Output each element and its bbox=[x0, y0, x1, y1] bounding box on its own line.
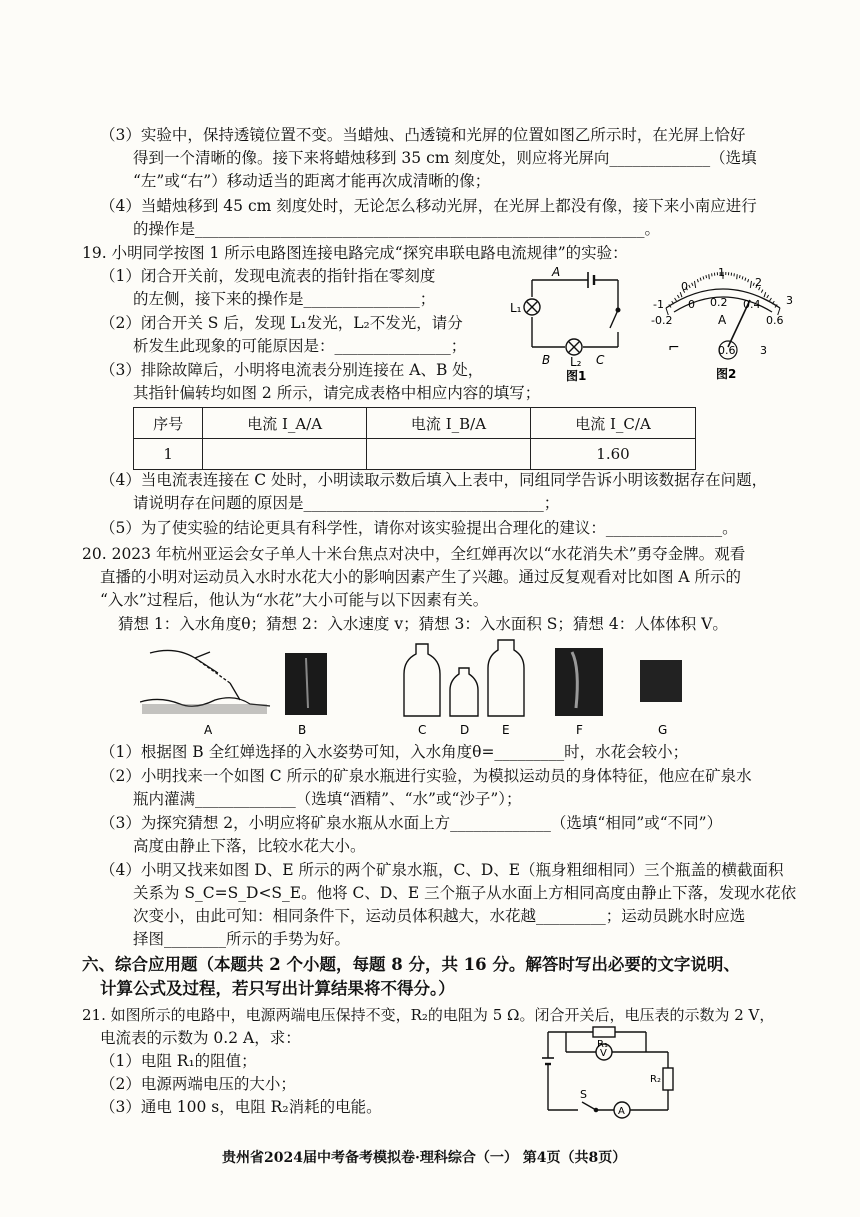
fig1-label-a: A bbox=[552, 265, 561, 279]
q20-part2-line2: 瓶内灌满_____________（选填“酒精”、“水”或“沙子”）； bbox=[133, 790, 522, 808]
q20-figures bbox=[140, 638, 700, 738]
q19-part2-line1: （2）闭合开关 S 后，发现 L₁发光，L₂不发光，请分 bbox=[100, 314, 463, 332]
fig-label-g: G bbox=[658, 723, 668, 737]
q19-current-table bbox=[133, 407, 696, 470]
q21-part3: （3）通电 100 s，电阻 R₂消耗的电能。 bbox=[100, 1098, 382, 1116]
q20-line1: 20. 2023 年杭州亚运会女子单人十米台焦点对决中，全红婵再次以“水花消失术”勇夺金牌。观看 bbox=[82, 545, 746, 563]
q19-part2-line2: 析发生此现象的可能原因是：_______________； bbox=[133, 337, 467, 355]
table-cell-ib bbox=[366, 439, 530, 470]
fig1-label-c: C bbox=[596, 353, 605, 367]
table-row bbox=[134, 439, 696, 470]
fig2-terminal-06: 0.6 bbox=[718, 344, 736, 357]
q19-part1-line1: （1）闭合开关前，发现电流表的指针指在零刻度 bbox=[100, 267, 436, 285]
ammeter-tick bbox=[737, 274, 738, 279]
ammeter-tick bbox=[748, 279, 749, 282]
fig2-bottom-04: 0.4 bbox=[743, 298, 761, 311]
fig2-bottom-0: 0 bbox=[688, 298, 695, 311]
q21-ammeter-label: A bbox=[618, 1106, 625, 1117]
ammeter-tick bbox=[742, 276, 743, 279]
ammeter-tick bbox=[675, 298, 677, 301]
table-header-ib: 电流 I_B/A bbox=[366, 408, 530, 439]
q21-part1: （1）电阻 R₁的阻值； bbox=[100, 1052, 257, 1070]
ammeter-tick bbox=[739, 275, 740, 278]
table-cell-index: 1 bbox=[134, 439, 203, 470]
ammeter-tick bbox=[677, 295, 679, 298]
q21-voltmeter-label: V bbox=[600, 1048, 607, 1059]
ammeter-tick bbox=[689, 285, 690, 288]
q18-part3-line1: （3）实验中，保持透镜位置不变。当蜡烛、凸透镜和光屏的位置如图乙所示时，在光屏上恰好 bbox=[100, 126, 746, 144]
q19-intro: 19. 小明同学按图 1 所示电路图连接电路完成“探究串联电路电流规律”的实验： bbox=[82, 244, 628, 262]
ammeter-tick bbox=[695, 281, 696, 288]
fig2-top-1: 1 bbox=[718, 266, 725, 279]
photo-g bbox=[640, 660, 682, 702]
q21-line2: 电流表的示数为 0.2 A，求： bbox=[100, 1029, 301, 1047]
ammeter-tick bbox=[745, 278, 746, 281]
ammeter-tick bbox=[764, 292, 766, 297]
q20-part2-line1: （2）小明找来一个如图 C 所示的矿泉水瓶进行实验，为模拟运动员的身体特征，他应在矿泉水 bbox=[100, 767, 752, 785]
q21-switch-label: S bbox=[580, 1088, 587, 1101]
q18-part4-line2: 的操作是__________________________________________________________。 bbox=[133, 220, 661, 238]
q18-part4-line1: （4）当蜡烛移到 45 cm 刻度处时，无论怎么移动光屏，在光屏上都没有像，接下来小南应进行 bbox=[100, 197, 757, 215]
q18-part3-line2: 得到一个清晰的像。接下来将蜡烛移到 35 cm 刻度处，则应将光屏向_____________（选填 bbox=[133, 149, 757, 167]
ammeter-tick bbox=[697, 279, 698, 282]
section6-heading-line2: 计算公式及过程，若只写出计算结果将不得分。） bbox=[100, 979, 455, 998]
ammeter-tick bbox=[750, 281, 751, 288]
table-cell-ia bbox=[203, 439, 367, 470]
table-header-ia: 电流 I_A/A bbox=[203, 408, 367, 439]
fig1-caption: 图1 bbox=[566, 369, 587, 382]
q19-part1-line2: 的左侧，接下来的操作是_______________； bbox=[133, 290, 436, 308]
ammeter-tick bbox=[703, 276, 704, 279]
q21-circuit bbox=[538, 1022, 698, 1122]
fig-label-c: C bbox=[418, 723, 427, 737]
q20-line3: “入水”过程后，他认为“水花”大小可能与以下因素有关。 bbox=[100, 591, 489, 609]
q19-figure2-ammeter bbox=[648, 262, 798, 382]
q20-part4-line2: 关系为 S_C=S_D<S_E。他将 C、D、E 三个瓶子从水面上方相同高度由静止下落，发现水花依 bbox=[133, 884, 797, 902]
table-header-index: 序号 bbox=[134, 408, 203, 439]
fig2-bottom-02: 0.2 bbox=[710, 296, 728, 309]
ammeter-tick bbox=[767, 295, 769, 298]
ammeter-tick bbox=[709, 274, 710, 279]
q20-part3-line1: （3）为探究猜想 2，小明应将矿泉水瓶从水面上方_____________（选填“相同”或“不同”） bbox=[100, 814, 723, 832]
diver-figure-a bbox=[140, 650, 270, 706]
ammeter-tick bbox=[761, 290, 763, 293]
fig2-caption: 图2 bbox=[716, 367, 737, 381]
q19-part3-line2: 其指针偏转均如图 2 所示，请完成表格中相应内容的填写； bbox=[133, 384, 541, 402]
fig-label-f: F bbox=[576, 723, 583, 737]
fig2-terminal-3: 3 bbox=[760, 344, 767, 357]
q18-part3-line3: “左”或“右”）移动适当的距离才能再次成清晰的像； bbox=[133, 172, 491, 190]
fig1-label-b: B bbox=[542, 353, 551, 367]
fig-label-a: A bbox=[204, 723, 213, 737]
section6-heading-line1: 六、综合应用题（本题共 2 个小题，每题 8 分，共 16 分。解答时写出必要的文字说明、 bbox=[82, 955, 740, 974]
q20-part1: （1）根据图 B 全红婵选择的入水姿势可知，入水角度θ=_________时，水花会较小； bbox=[100, 743, 689, 761]
q19-part4-line1: （4）当电流表连接在 C 处时，小明读取示数后填入上表中，同组同学告诉小明该数据存在问题， bbox=[100, 471, 768, 489]
bottle-d bbox=[450, 668, 478, 716]
fig-label-d: D bbox=[460, 723, 470, 737]
q20-part3-line2: 高度由静止下落，比较水花大小。 bbox=[133, 837, 366, 855]
fig2-bottom-neg02: -0.2 bbox=[651, 314, 673, 327]
q20-part4-line1: （4）小明又找来如图 D、E 所示的两个矿泉水瓶，C、D、E（瓶身粗细相同）三个瓶盖的横截面积 bbox=[100, 861, 784, 879]
fig-label-e: E bbox=[502, 723, 510, 737]
fig-label-b: B bbox=[298, 723, 307, 737]
table-cell-ic: 1.60 bbox=[531, 439, 696, 470]
q19-part3-line1: （3）排除故障后，小明将电流表分别连接在 A、B 处， bbox=[100, 361, 484, 379]
q19-part5: （5）为了使实验的结论更具有科学性，请你对该实验提出合理化的建议：_______________。 bbox=[100, 519, 738, 537]
ammeter-tick bbox=[700, 278, 701, 281]
fig2-top-0: 0 bbox=[681, 280, 688, 293]
q20-part4-line3: 次变小，由此可知：相同条件下，运动员体积越大，水花越_________；运动员跳水时应选 bbox=[133, 907, 746, 925]
ammeter-tick bbox=[692, 283, 693, 286]
q21-line1: 21. 如图所示的电路中，电源两端电压保持不变，R₂的电阻为 5 Ω。闭合开关后，电压表的示数为 2 V， bbox=[82, 1006, 775, 1024]
bottle-e bbox=[488, 640, 524, 716]
fig2-label-neg1: -1 bbox=[653, 298, 664, 311]
ammeter-tick bbox=[706, 275, 707, 278]
q20-guesses: 猜想 1：入水角度θ；猜想 2：入水速度 v；猜想 3：入水面积 S；猜想 4：人体体积 V。 bbox=[118, 615, 728, 633]
q19-figure1-circuit bbox=[510, 262, 640, 382]
fig2-bottom-06: 0.6 bbox=[766, 314, 784, 327]
fig2-top-2: 2 bbox=[755, 276, 762, 289]
fig1-label-l1: L₁ bbox=[510, 301, 522, 315]
q19-part4-line2: 请说明存在问题的原因是_______________________________； bbox=[133, 494, 560, 512]
photo-f bbox=[555, 648, 603, 716]
fig2-terminal-neg: ⌐ bbox=[668, 340, 680, 356]
fig1-label-l2: L₂ bbox=[570, 355, 582, 369]
q20-line2: 直播的小明对运动员入水时水花大小的影响因素产生了兴趣。通过反复观看对比如图 A 所示的 bbox=[100, 568, 742, 586]
ammeter-tick bbox=[770, 298, 772, 301]
page-footer: 贵州省2024届中考备考模拟卷·理科综合（一） 第4页（共8页） bbox=[222, 1150, 627, 1166]
q21-label-r1: R₁ bbox=[597, 1039, 608, 1050]
q21-label-r2: R₂ bbox=[650, 1074, 661, 1085]
fig2-unit: A bbox=[718, 313, 727, 327]
fig2-top-3: 3 bbox=[786, 294, 793, 307]
q20-part4-line4: 择图________所示的手势为好。 bbox=[133, 930, 351, 948]
table-header-ic: 电流 I_C/A bbox=[531, 408, 696, 439]
q21-part2: （2）电源两端电压的大小； bbox=[100, 1075, 296, 1093]
bottle-c bbox=[404, 644, 440, 716]
